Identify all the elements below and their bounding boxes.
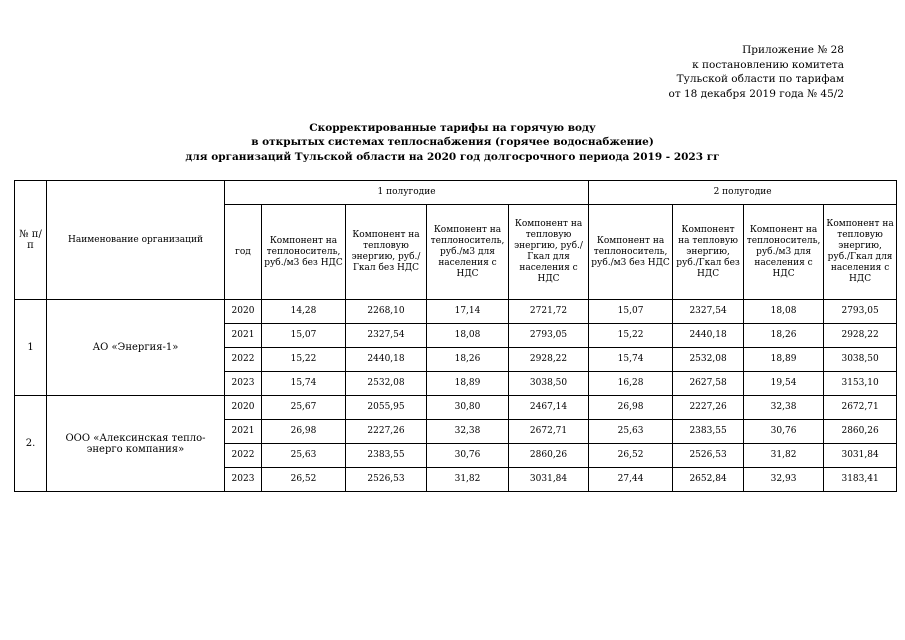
value-cell: 2327,54	[673, 300, 744, 324]
value-cell: 3183,41	[824, 468, 897, 492]
row-number: 2.	[15, 396, 47, 492]
year-cell: 2021	[225, 324, 262, 348]
value-cell: 26,52	[589, 444, 673, 468]
organization-name: АО «Энергия-1»	[47, 300, 225, 396]
value-cell: 26,98	[262, 420, 346, 444]
value-cell: 2721,72	[509, 300, 589, 324]
column-header: Компонент на теплоноситель, руб./м3 без НДС	[589, 205, 673, 300]
value-cell: 2526,53	[673, 444, 744, 468]
value-cell: 2793,05	[824, 300, 897, 324]
value-cell: 32,93	[744, 468, 824, 492]
value-cell: 3031,84	[824, 444, 897, 468]
value-cell: 15,22	[262, 348, 346, 372]
year-cell: 2020	[225, 396, 262, 420]
title-line: Скорректированные тарифы на горячую воду	[309, 122, 596, 134]
column-header: Компонент на тепловую энергию, руб./Гкал для населения с НДС	[824, 205, 897, 300]
value-cell: 15,22	[589, 324, 673, 348]
year-cell: 2021	[225, 420, 262, 444]
value-cell: 2793,05	[509, 324, 589, 348]
value-cell: 15,07	[262, 324, 346, 348]
value-cell: 2440,18	[673, 324, 744, 348]
value-cell: 30,76	[427, 444, 509, 468]
value-cell: 2227,26	[346, 420, 427, 444]
tariffs-table	[14, 180, 897, 492]
value-cell: 18,08	[427, 324, 509, 348]
value-cell: 30,80	[427, 396, 509, 420]
title-line: для организаций Тульской области на 2020 год долгосрочного периода 2019 - 2023 гг	[185, 150, 720, 163]
value-cell: 18,26	[744, 324, 824, 348]
value-cell: 18,89	[744, 348, 824, 372]
year-cell: 2020	[225, 300, 262, 324]
value-cell: 30,76	[744, 420, 824, 444]
column-header: Компонент на тепловую энергию, руб./Гкал без НДС	[346, 205, 427, 300]
year-cell: 2023	[225, 372, 262, 396]
value-cell: 2928,22	[824, 324, 897, 348]
value-cell: 2672,71	[824, 396, 897, 420]
title-line: в открытых системах теплоснабжения (горячее водоснабжение)	[251, 136, 654, 149]
value-cell: 3153,10	[824, 372, 897, 396]
column-header: Компонент на тепловую энергию, руб./Гкал для населения с НДС	[509, 205, 589, 300]
half-year-2-header: 2 полугодие	[589, 181, 897, 205]
column-header: Компонент на теплоноситель, руб./м3 для населения с НДС	[744, 205, 824, 300]
value-cell: 2383,55	[346, 444, 427, 468]
header-row	[15, 181, 897, 205]
value-cell: 2327,54	[346, 324, 427, 348]
value-cell: 25,63	[589, 420, 673, 444]
value-cell: 3038,50	[509, 372, 589, 396]
column-header: Компонент на тепловую энергию, руб./Гкал без НДС	[673, 205, 744, 300]
value-cell: 2268,10	[346, 300, 427, 324]
column-header: Компонент на теплоноситель, руб./м3 без НДС	[262, 205, 346, 300]
value-cell: 15,07	[589, 300, 673, 324]
column-header-number: № п/п	[15, 181, 47, 300]
value-cell: 31,82	[744, 444, 824, 468]
value-cell: 2627,58	[673, 372, 744, 396]
appendix-line: от 18 декабря 2019 года № 45/2	[668, 87, 844, 100]
year-cell: 2022	[225, 444, 262, 468]
document-title	[0, 121, 905, 164]
value-cell: 2928,22	[509, 348, 589, 372]
value-cell: 2672,71	[509, 420, 589, 444]
value-cell: 32,38	[427, 420, 509, 444]
value-cell: 26,98	[589, 396, 673, 420]
value-cell: 2055,95	[346, 396, 427, 420]
value-cell: 2652,84	[673, 468, 744, 492]
value-cell: 2440,18	[346, 348, 427, 372]
value-cell: 16,28	[589, 372, 673, 396]
table-row	[15, 396, 897, 420]
value-cell: 18,08	[744, 300, 824, 324]
value-cell: 18,26	[427, 348, 509, 372]
appendix-header	[669, 43, 844, 101]
value-cell: 2860,26	[824, 420, 897, 444]
half-year-1-header: 1 полугодие	[225, 181, 589, 205]
column-header: Компонент на теплоноситель, руб./м3 для населения с НДС	[427, 205, 509, 300]
value-cell: 15,74	[262, 372, 346, 396]
value-cell: 3031,84	[509, 468, 589, 492]
value-cell: 25,67	[262, 396, 346, 420]
value-cell: 31,82	[427, 468, 509, 492]
value-cell: 18,89	[427, 372, 509, 396]
value-cell: 25,63	[262, 444, 346, 468]
value-cell: 2227,26	[673, 396, 744, 420]
column-header-year: год	[225, 205, 262, 300]
value-cell: 3038,50	[824, 348, 897, 372]
value-cell: 27,44	[589, 468, 673, 492]
value-cell: 2532,08	[346, 372, 427, 396]
appendix-line: Тульской области по тарифам	[676, 73, 844, 85]
column-header-organization: Наименование организаций	[47, 181, 225, 300]
value-cell: 2526,53	[346, 468, 427, 492]
value-cell: 14,28	[262, 300, 346, 324]
value-cell: 2383,55	[673, 420, 744, 444]
appendix-line: к постановлению комитета	[692, 58, 844, 71]
value-cell: 19,54	[744, 372, 824, 396]
value-cell: 26,52	[262, 468, 346, 492]
year-cell: 2023	[225, 468, 262, 492]
table-row	[15, 300, 897, 324]
appendix-line: Приложение № 28	[742, 44, 844, 56]
value-cell: 2532,08	[673, 348, 744, 372]
value-cell: 32,38	[744, 396, 824, 420]
year-cell: 2022	[225, 348, 262, 372]
value-cell: 17,14	[427, 300, 509, 324]
organization-name: ООО «Алексинская тепло-энерго компания»	[47, 396, 225, 492]
value-cell: 2860,26	[509, 444, 589, 468]
row-number: 1	[15, 300, 47, 396]
value-cell: 2467,14	[509, 396, 589, 420]
value-cell: 15,74	[589, 348, 673, 372]
